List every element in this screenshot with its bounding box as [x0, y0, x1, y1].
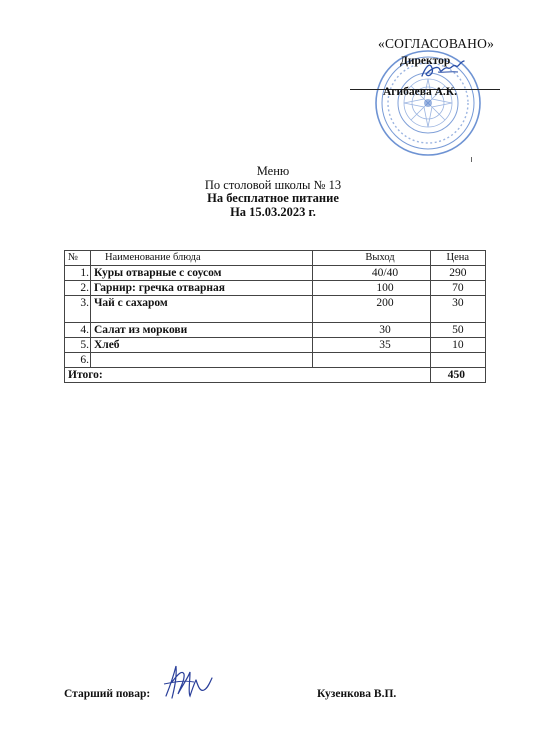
- dish-price: 70: [430, 281, 485, 296]
- row-number: 1.: [65, 266, 91, 281]
- row-number: 5.: [65, 338, 91, 353]
- row-number: 4.: [65, 323, 91, 338]
- total-row: [65, 368, 486, 383]
- table-row: [65, 338, 486, 353]
- row-number: 2.: [65, 281, 91, 296]
- dish-price: 290: [430, 266, 485, 281]
- menu-title: Меню: [256, 164, 290, 178]
- dish-name: Салат из моркови: [90, 323, 312, 338]
- stray-mark-icon: [470, 157, 473, 162]
- dish-name: [90, 353, 312, 368]
- dish-output: [313, 353, 430, 368]
- dish-price: 50: [430, 323, 485, 338]
- director-name: Агибаева А.К.: [383, 86, 457, 98]
- approval-block: [0, 0, 546, 160]
- menu-date-line: На 15.03.2023 г.: [230, 204, 316, 219]
- total-value: 450: [430, 368, 485, 383]
- total-label: Итого:: [65, 368, 431, 383]
- chef-name: Кузенкова В.П.: [317, 688, 397, 700]
- column-header-number: №: [65, 251, 91, 266]
- menu-table: [64, 250, 486, 383]
- dish-output: 200: [313, 296, 430, 323]
- dish-output: 40/40: [313, 266, 430, 281]
- dish-output: 100: [313, 281, 430, 296]
- dish-price: 30: [430, 296, 485, 323]
- table-row: [65, 323, 486, 338]
- footer-signatures: [0, 660, 546, 710]
- table-row: [65, 353, 486, 368]
- dish-name: Куры отварные с соусом: [90, 266, 312, 281]
- menu-header: [0, 165, 546, 219]
- column-header-dish: Наименование блюда: [90, 251, 312, 266]
- dish-price: 10: [430, 338, 485, 353]
- table-row: [65, 296, 486, 323]
- row-number: 3.: [65, 296, 91, 323]
- chef-signature-icon: [160, 660, 216, 702]
- dish-output: 30: [313, 323, 430, 338]
- table-row: [65, 281, 486, 296]
- table-header-row: [65, 251, 486, 266]
- row-number: 6.: [65, 353, 91, 368]
- dish-name: Чай с сахаром: [90, 296, 312, 323]
- menu-type-line: На бесплатное питание: [207, 191, 339, 205]
- menu-school-line: По столовой школы № 13: [204, 177, 342, 192]
- column-header-price: Цена: [430, 251, 485, 266]
- dish-name: Гарнир: гречка отварная: [90, 281, 312, 296]
- dish-output: 35: [313, 338, 430, 353]
- chef-label: Старший повар:: [64, 688, 151, 700]
- dish-price: [430, 353, 485, 368]
- approval-status: «СОГЛАСОВАНО»: [378, 36, 495, 51]
- column-header-output: Выход: [313, 251, 430, 266]
- dish-name: Хлеб: [90, 338, 312, 353]
- table-row: [65, 266, 486, 281]
- director-position: Директор: [400, 55, 451, 67]
